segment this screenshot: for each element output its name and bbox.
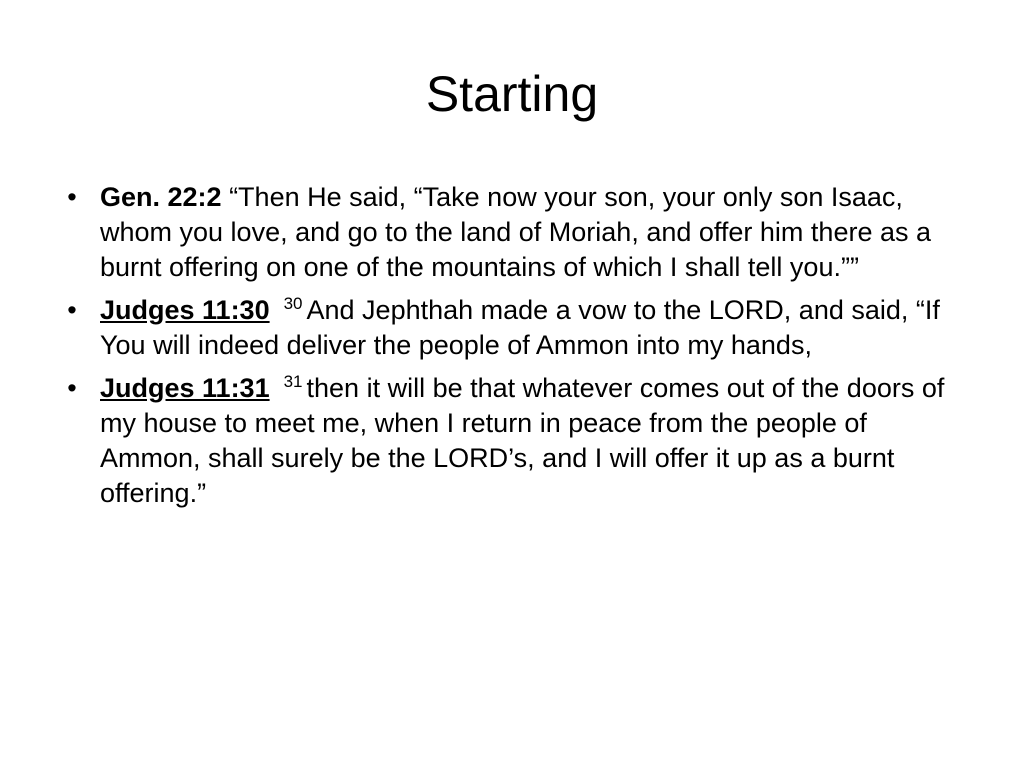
verse-number: 31 <box>283 372 303 391</box>
scripture-reference: Gen. 22:2 <box>100 182 222 212</box>
bullet-list <box>62 180 962 519</box>
verse-number: 30 <box>283 294 303 313</box>
bullet-item-gen-22-2 <box>62 180 962 285</box>
slide-title: Starting <box>425 66 599 122</box>
bullet-icon: • <box>67 182 77 212</box>
bullet-item-judges-11-30 <box>62 293 962 363</box>
verse-text: And Jephthah made a vow to the LORD, and said, “If You will indeed deliver the people of Ammon into my hands, <box>100 295 940 360</box>
scripture-reference: Judges 11:30 <box>100 295 270 325</box>
verse-text: then it will be that whatever comes out of the doors of my house to meet me, when I return in peace from the people of Ammon, shall surely be the LORD’s, and I will offer it up as a burnt offering.” <box>100 373 945 508</box>
bullet-item-judges-11-31 <box>62 371 962 511</box>
verse-text: “Then He said, “Take now your son, your only son Isaac, whom you love, and go to the land of Moriah, and offer him there as a burnt offering on one of the mountains of which I shall tell you.”” <box>100 182 932 282</box>
bullet-icon: • <box>67 295 77 325</box>
bullet-icon: • <box>67 373 77 403</box>
scripture-reference: Judges 11:31 <box>100 373 270 403</box>
